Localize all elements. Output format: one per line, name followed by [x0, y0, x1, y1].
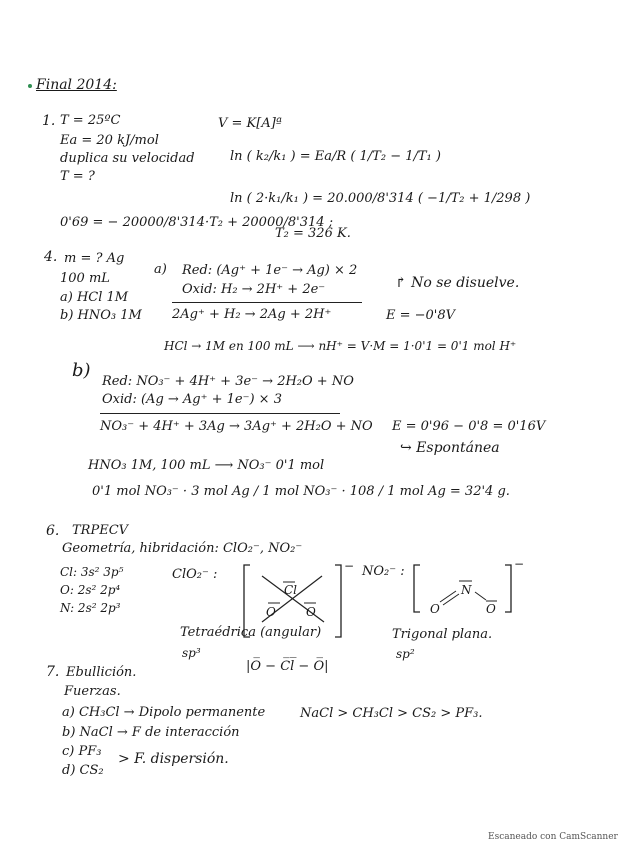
q4-mass: m = ? Ag — [64, 251, 125, 266]
q6-no2-label: NO₂⁻ : — [362, 564, 405, 579]
q7-order: NaCl > CH₃Cl > CS₂ > PF₃. — [300, 706, 483, 721]
q4-no-disuelve: ↱ No se disuelve. — [395, 275, 520, 291]
clo2-geometry: Tetraédrica (angular) — [180, 625, 322, 640]
q6-clo2-label: ClO₂⁻ : — [172, 567, 218, 582]
q7-item-c: c) PF₃ — [62, 744, 102, 759]
no2-double-bond-b — [443, 594, 459, 605]
q4-hno3-line: HNO₃ 1M, 100 mL ⟶ NO₃⁻ 0'1 mol — [88, 458, 325, 473]
q1-temp: T = 25ºC — [60, 113, 121, 128]
q1-rate-law: V = K[A]ª — [218, 116, 282, 131]
q4-hcl-line: HCl → 1M en 100 mL ⟶ nH⁺ = V·M = 1·0'1 = 0'1 mol H⁺ — [164, 339, 517, 353]
q4-number: 4. — [44, 249, 58, 265]
q4-red-b: Red: NO₃⁻ + 4H⁺ + 3e⁻ → 2H₂O + NO — [102, 374, 354, 389]
scanner-watermark: Escaneado con CamScanner — [488, 832, 618, 842]
q4-potential-b: E = 0'96 − 0'8 = 0'16V — [392, 419, 546, 434]
q4-espontanea: ↪ Espontánea — [400, 440, 500, 456]
clo2-oxygen-1: O — [266, 605, 276, 619]
no2-double-bond-a — [440, 591, 456, 602]
q6-o-config: O: 2s² 2p⁴ — [60, 583, 121, 597]
q7-fuerzas: Fuerzas. — [64, 684, 121, 699]
no2-left-bracket — [414, 565, 420, 612]
q1-number: 1. — [42, 113, 56, 129]
q1-result: T₂ = 326 K. — [275, 226, 351, 241]
q7-number: 7. — [46, 664, 60, 680]
q4-a-label: a) HCl 1M — [60, 290, 129, 305]
clo2-charge: − — [344, 559, 355, 573]
q7-item-b: b) NaCl → F de interacción — [62, 725, 240, 740]
q6-n-config: N: 2s² 2p³ — [60, 601, 121, 615]
q4-b-part: b) — [72, 360, 91, 381]
clo2-hybridization: sp³ — [182, 646, 201, 660]
q1-calculation: 0'69 = − 20000/8'314·T₂ + 20000/8'314 ; — [60, 215, 334, 230]
q7-item-a: a) CH₃Cl → Dipolo permanente — [62, 705, 266, 720]
q1-t-unknown: T = ? — [60, 169, 95, 184]
q6-title: TRPECV — [72, 523, 129, 538]
q4-a-part: a) — [154, 262, 167, 277]
no2-center-atom: N — [461, 583, 472, 597]
q4-global-b: NO₃⁻ + 4H⁺ + 3Ag → 3Ag⁺ + 2H₂O + NO — [100, 419, 373, 434]
q1-substitution: ln ( 2·k₁/k₁ ) = 20.000/8'314 ( −1/T₂ + 1/298 ) — [230, 191, 531, 206]
q4-volume: 100 mL — [60, 271, 110, 286]
q4-potential-a: E = −0'8V — [386, 308, 456, 323]
q4-b-label: b) HNO₃ 1M — [60, 308, 142, 323]
q4-oxid-a: Oxid: H₂ → 2H⁺ + 2e⁻ — [182, 282, 326, 297]
no2-single-bond — [475, 592, 486, 600]
clo2-oxygen-2: O — [306, 605, 316, 619]
q4-red-a: Red: (Ag⁺ + 1e⁻ → Ag) × 2 — [182, 263, 358, 278]
clo2-linear-formula: |O̅ − C̅l̅ − O̅| — [246, 659, 329, 674]
no2-right-bracket — [505, 565, 511, 612]
clo2-center-atom: Cl — [284, 583, 298, 597]
q7-dispersion: > F. dispersión. — [118, 751, 229, 767]
q1-ea: Ea = 20 kJ/mol — [60, 133, 159, 148]
q4-oxid-b: Oxid: (Ag → Ag⁺ + 1e⁻) × 3 — [102, 392, 282, 407]
no2-oxygen-2: O — [486, 602, 496, 616]
q6-number: 6. — [46, 523, 60, 539]
q7-item-d: d) CS₂ — [62, 763, 104, 778]
no2-hybridization: sp² — [396, 647, 415, 661]
no2-oxygen-1: O — [430, 602, 440, 616]
page-title: Final 2014: — [36, 77, 117, 93]
no2-geometry: Trigonal plana. — [392, 627, 493, 642]
q6-cl-config: Cl: 3s² 3p⁵ — [60, 565, 124, 579]
no2-charge: − — [514, 557, 525, 571]
q4-mass-calc: 0'1 mol NO₃⁻ · 3 mol Ag / 1 mol NO₃⁻ · 108 / 1 mol Ag = 32'4 g. — [92, 484, 510, 499]
q1-duplica: duplica su velocidad — [60, 151, 195, 166]
clo2-right-bracket — [335, 565, 341, 637]
q4-global-a: 2Ag⁺ + H₂ → 2Ag + 2H⁺ — [172, 307, 332, 322]
q7-title: Ebullición. — [66, 665, 137, 680]
q1-arrhenius: ln ( k₂/k₁ ) = Ea/R ( 1/T₂ − 1/T₁ ) — [230, 149, 441, 164]
q6-subtitle: Geometría, hibridación: ClO₂⁻, NO₂⁻ — [62, 541, 303, 556]
